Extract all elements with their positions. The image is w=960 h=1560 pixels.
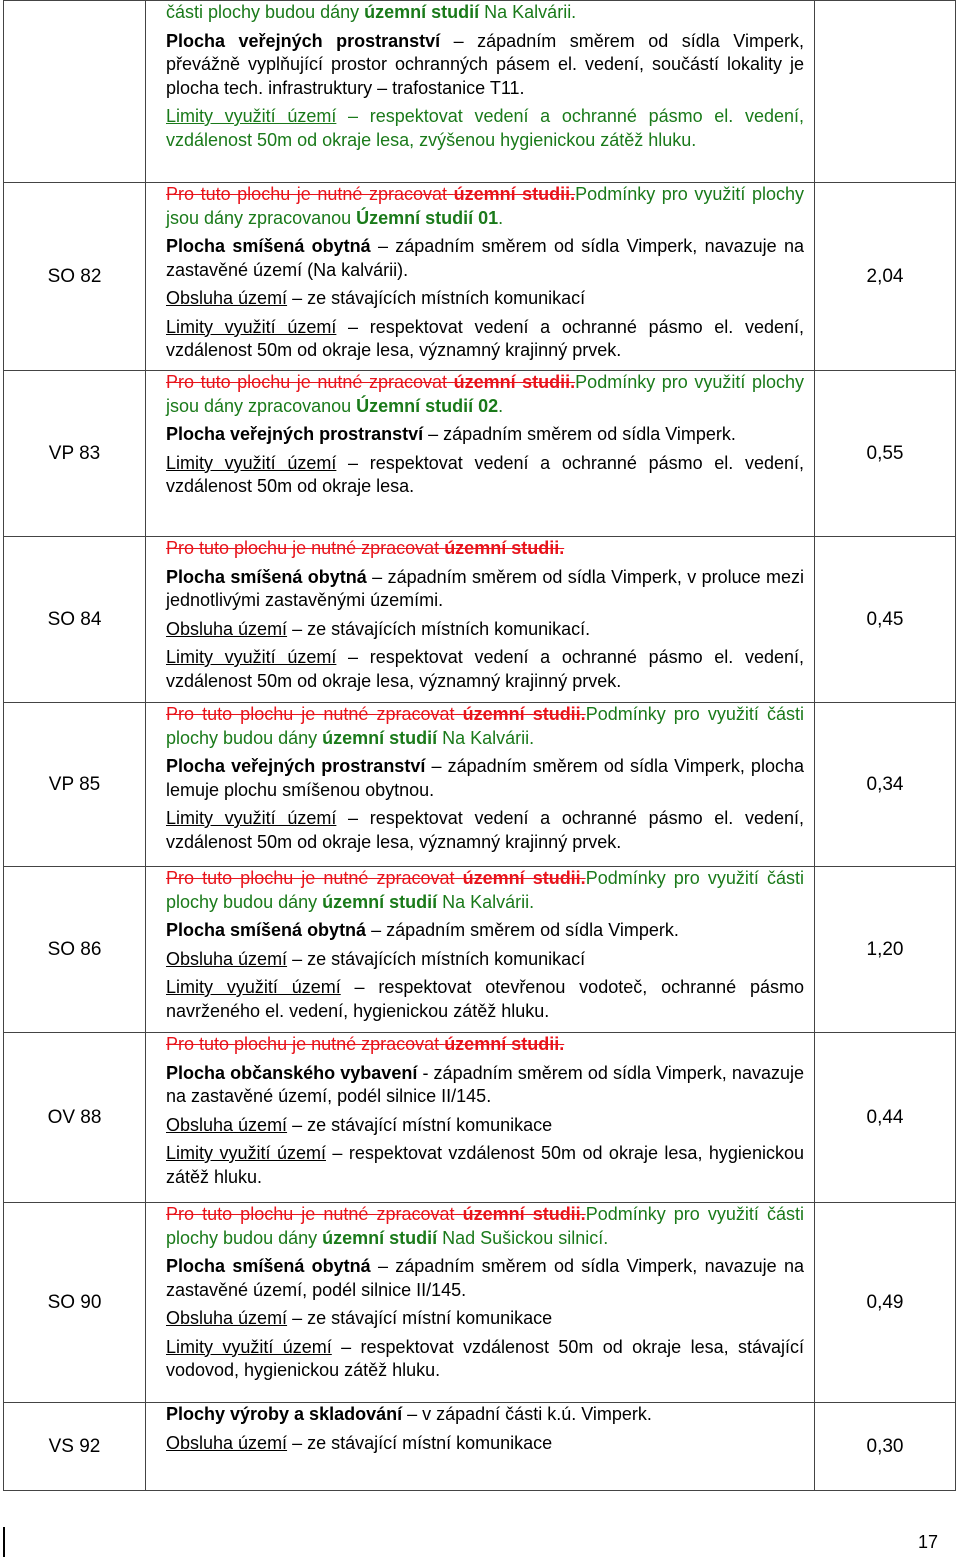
- text-segment: – ze stávající místní komunikace: [287, 1308, 553, 1328]
- description-paragraph: [166, 1432, 804, 1456]
- text-segment: Obsluha území: [166, 288, 288, 308]
- page-number: 17: [917, 1532, 938, 1552]
- text-segment: – západním směrem od sídla Vimperk, plocha lemuje plochu smíšenou obytnou.: [166, 756, 804, 800]
- text-segment: Limity využití území: [166, 977, 341, 997]
- text-segment: Obsluha území: [166, 1432, 288, 1453]
- text-segment: Plocha smíšená obytná: [166, 566, 367, 587]
- text-segment: – ze stávající místní komunikace: [287, 1432, 553, 1453]
- plot-area: 0,49: [815, 1203, 956, 1403]
- text-segment: Územní studií 02: [356, 395, 499, 416]
- table-row: [4, 371, 956, 537]
- text-segment: Limity využití území: [166, 452, 337, 473]
- text-segment: – západním směrem od sídla Vimperk, převážně vyplňující prostor ochranných pásem el. vedení, součástí lokality je plocha tech. infrastruktury – trafostanice T11.: [166, 30, 804, 98]
- text-segment: Podmínky pro využití části plochy budou dány: [166, 868, 804, 912]
- table-row: [4, 867, 956, 1033]
- plot-area: 0,30: [815, 1403, 956, 1491]
- text-segment: územní studií: [322, 891, 438, 912]
- plot-code: VP 85: [4, 703, 146, 867]
- text-segment: – ze stávajících místních komunikací: [287, 948, 586, 969]
- description-paragraph: [166, 1142, 804, 1189]
- text-segment: Obsluha území: [166, 618, 288, 639]
- text-segment: Pro tuto plochu je nutné zpracovat: [166, 538, 445, 558]
- text-segment: – v západní části k.ú. Vimperk.: [402, 1404, 652, 1424]
- description-paragraph: [166, 371, 804, 418]
- text-segment: – západním směrem od sídla Vimperk, navazuje na zastavěné území (Na kalvárii).: [166, 236, 804, 280]
- plot-area: 1,20: [815, 867, 956, 1033]
- plot-table: [3, 0, 956, 1491]
- plot-code: VS 92: [4, 1403, 146, 1491]
- text-segment: Plochy výroby a skladování: [166, 1404, 403, 1424]
- description-paragraph: [166, 1336, 804, 1383]
- text-segment: Plocha smíšená obytná: [166, 1256, 371, 1276]
- text-segment: Nad Sušickou silnicí.: [437, 1227, 609, 1248]
- text-segment: Územní studií 01: [356, 207, 499, 228]
- plot-area: [815, 1, 956, 183]
- text-segment: Limity využití území: [166, 106, 337, 126]
- text-segment: – respektovat vedení a ochranné pásmo el. vedení, vzdálenost 50m od okraje lesa, významný krajinný prvek.: [166, 808, 804, 852]
- text-segment: – ze stávajících místních komunikací: [287, 288, 586, 308]
- description-paragraph: [166, 1062, 804, 1109]
- text-segment: územní studií: [322, 727, 438, 748]
- description-paragraph: [166, 1255, 804, 1302]
- description-paragraph: [166, 1307, 804, 1331]
- text-segment: – západním směrem od sídla Vimperk, navazuje na zastavěné území, podél silnice II/145.: [166, 1256, 804, 1300]
- table-row: [4, 1033, 956, 1203]
- text-segment: – západním směrem od sídla Vimperk.: [423, 424, 736, 444]
- text-segment: územní studii.: [462, 704, 586, 724]
- text-segment: Obsluha území: [166, 948, 288, 969]
- text-segment: Limity využití území: [166, 1336, 332, 1357]
- text-segment: Pro tuto plochu je nutné zpracovat: [166, 1204, 463, 1224]
- text-segment: Na Kalvárii.: [479, 2, 577, 22]
- text-segment: Pro tuto plochu je nutné zpracovat: [166, 704, 463, 724]
- text-segment: – respektovat otevřenou vodoteč, ochranné pásmo navrženého el. vedení, hygienickou zátěž hluku.: [166, 977, 804, 1021]
- description-paragraph: [166, 452, 804, 499]
- text-segment: – respektovat vzdálenost 50m od okraje lesa, hygienickou zátěž hluku.: [166, 1143, 804, 1187]
- table-row: [4, 1403, 956, 1491]
- plot-area: 0,45: [815, 537, 956, 703]
- plot-table-body: [4, 1, 956, 1491]
- plot-description: [146, 537, 815, 703]
- text-segment: územní studii.: [444, 1034, 565, 1054]
- plot-area: 0,34: [815, 703, 956, 867]
- plot-code: SO 90: [4, 1203, 146, 1403]
- description-paragraph: [166, 537, 804, 561]
- text-segment: Limity využití území: [166, 1143, 326, 1163]
- text-segment: – západním směrem od sídla Vimperk, v proluce mezi jednotlivými zastavěnými územími.: [166, 566, 804, 610]
- text-segment: Limity využití území: [166, 808, 337, 828]
- text-segment: územní studii.: [453, 372, 576, 392]
- text-segment: .: [498, 395, 504, 416]
- text-segment: – respektovat vzdálenost 50m od okraje lesa, stávající vodovod, hygienickou zátěž hluku.: [166, 1336, 804, 1380]
- plot-description: [146, 867, 815, 1033]
- text-segment: Obsluha území: [166, 1114, 288, 1135]
- description-paragraph: [166, 1033, 804, 1057]
- plot-description: [146, 183, 815, 371]
- text-segment: územní studií: [364, 2, 480, 22]
- description-paragraph: [166, 646, 804, 693]
- text-segment: Na Kalvárii.: [437, 891, 535, 912]
- plot-code: OV 88: [4, 1033, 146, 1203]
- plot-description: [146, 1203, 815, 1403]
- description-paragraph: [166, 1403, 804, 1427]
- text-segment: části plochy budou dány: [166, 2, 365, 22]
- plot-code: SO 84: [4, 537, 146, 703]
- description-paragraph: [166, 105, 804, 152]
- text-segment: Podmínky pro využití plochy jsou dány zpracovanou: [166, 184, 804, 228]
- description-paragraph: [166, 976, 804, 1023]
- text-segment: - západním směrem od sídla Vimperk, navazuje na zastavěné území, podél silnice II/145.: [166, 1062, 804, 1106]
- text-segment: Podmínky pro využití plochy jsou dány zpracovanou: [166, 372, 804, 416]
- plot-code: SO 82: [4, 183, 146, 371]
- table-row: [4, 1, 956, 183]
- text-segment: Plocha veřejných prostranství: [166, 424, 424, 444]
- text-segment: Limity využití území: [166, 316, 337, 337]
- text-segment: .: [498, 207, 504, 228]
- plot-code: VP 83: [4, 371, 146, 537]
- text-segment: územní studii.: [453, 184, 576, 204]
- text-segment: Plocha smíšená obytná: [166, 920, 367, 940]
- text-segment: Plocha veřejných prostranství: [166, 756, 426, 776]
- text-segment: – respektovat vedení a ochranné pásmo el. vedení, vzdálenost 50m od okraje lesa, významný krajinný prvek.: [166, 647, 804, 691]
- text-segment: Pro tuto plochu je nutné zpracovat: [166, 372, 454, 392]
- text-segment: Plocha občanského vybavení: [166, 1062, 418, 1083]
- table-row: [4, 703, 956, 867]
- description-paragraph: [166, 1203, 804, 1250]
- text-segment: územní studii.: [462, 1204, 586, 1224]
- text-segment: Plocha veřejných prostranství: [166, 30, 441, 51]
- description-paragraph: [166, 919, 804, 943]
- description-paragraph: [166, 183, 804, 230]
- description-paragraph: [166, 235, 804, 282]
- description-paragraph: [166, 287, 804, 311]
- text-segment: Pro tuto plochu je nutné zpracovat: [166, 184, 454, 204]
- description-paragraph: [166, 618, 804, 642]
- text-segment: Limity využití území: [166, 647, 337, 667]
- plot-area: 0,44: [815, 1033, 956, 1203]
- text-segment: územní studií: [322, 1227, 438, 1248]
- text-segment: – respektovat vedení a ochranné pásmo el. vedení, vzdálenost 50m od okraje lesa, zvýšenou hygienickou zátěž hluku.: [166, 106, 804, 150]
- text-segment: – respektovat vedení a ochranné pásmo el. vedení, vzdálenost 50m od okraje lesa, významný krajinný prvek.: [166, 316, 804, 360]
- text-segment: Pro tuto plochu je nutné zpracovat: [166, 1034, 445, 1054]
- plot-description: [146, 703, 815, 867]
- plot-description: [146, 1, 815, 183]
- description-paragraph: [166, 1114, 804, 1138]
- description-paragraph: [166, 1, 804, 25]
- plot-code: [4, 1, 146, 183]
- plot-description: [146, 371, 815, 537]
- text-segment: – respektovat vedení a ochranné pásmo el. vedení, vzdálenost 50m od okraje lesa.: [166, 452, 804, 496]
- text-segment: Pro tuto plochu je nutné zpracovat: [166, 868, 463, 888]
- text-segment: Plocha smíšená obytná: [166, 236, 371, 256]
- description-paragraph: [166, 566, 804, 613]
- plot-area: 2,04: [815, 183, 956, 371]
- margin-mark: [3, 1527, 5, 1557]
- text-segment: územní studii.: [462, 868, 586, 888]
- description-paragraph: [166, 30, 804, 101]
- table-row: [4, 537, 956, 703]
- text-segment: Na Kalvárii.: [437, 727, 535, 748]
- description-paragraph: [166, 316, 804, 363]
- plot-description: [146, 1033, 815, 1203]
- text-segment: Obsluha území: [166, 1308, 288, 1328]
- text-segment: Podmínky pro využití části plochy budou dány: [166, 1204, 804, 1248]
- plot-area: 0,55: [815, 371, 956, 537]
- text-segment: Podmínky pro využití části plochy budou dány: [166, 704, 804, 748]
- description-paragraph: [166, 807, 804, 854]
- table-row: [4, 1203, 956, 1403]
- description-paragraph: [166, 423, 804, 447]
- text-segment: – ze stávajících místních komunikací.: [287, 618, 591, 639]
- text-segment: územní studii.: [444, 538, 565, 558]
- plot-description: [146, 1403, 815, 1491]
- table-row: [4, 183, 956, 371]
- description-paragraph: [166, 703, 804, 750]
- text-segment: – západním směrem od sídla Vimperk.: [366, 920, 679, 940]
- text-segment: – ze stávající místní komunikace: [287, 1114, 553, 1135]
- plot-code: SO 86: [4, 867, 146, 1033]
- description-paragraph: [166, 948, 804, 972]
- description-paragraph: [166, 867, 804, 914]
- description-paragraph: [166, 755, 804, 802]
